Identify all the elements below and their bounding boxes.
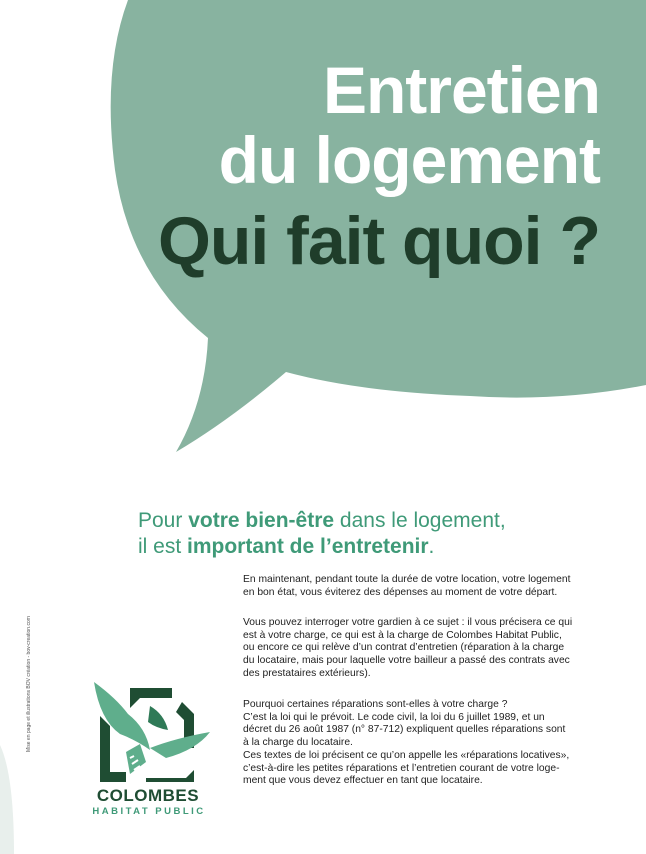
text-line: Pourquoi certaines réparations sont-elles à votre charge ?: [243, 699, 508, 710]
tagline-emphasis: important de l’entretenir: [187, 535, 429, 558]
logo-icon: [86, 678, 216, 788]
text-line: C’est la loi qui le prévoit. Le code civil, la loi du 6 juillet 1989, et un: [243, 711, 545, 723]
text-line: décret du 26 août 1987 (n° 87-712) expliquent quelles réparations sont: [243, 724, 566, 736]
tagline-emphasis: votre bien-être: [188, 509, 335, 532]
text-line: du locataire, mais pour laquelle votre bailleur a passé des contrats avec: [243, 655, 570, 667]
title-question: Qui fait quoi ?: [157, 203, 600, 279]
text-line: en bon état, vous éviterez des dépenses au moment de votre départ.: [243, 586, 558, 598]
text-line: est à votre charge, ce qui est à la charge de Colombes Habitat Public,: [243, 629, 562, 641]
tagline: [138, 508, 608, 560]
tagline-text: dans le logement,: [334, 509, 506, 532]
text-line: c’est-à-dire les petites réparations et l’entretien courant de votre loge-: [243, 762, 560, 774]
text-line: des prestataires extérieurs).: [243, 667, 371, 679]
text-line: ment que vous devez effectuer en tant que locataire.: [243, 775, 483, 787]
paragraph-intro: [243, 574, 610, 599]
tagline-text: Pour: [138, 509, 189, 532]
tagline-text: .: [428, 535, 435, 558]
paragraph-loi: [243, 699, 610, 788]
text-line: Ces textes de loi précisent ce qu’on appelle les «réparations locatives»,: [243, 749, 570, 761]
logo-name: COLOMBES: [96, 786, 200, 805]
credit-text: Mise en page et illustrations BOV création - bov-creation.com: [26, 616, 32, 752]
text-line: En maintenant, pendant toute la durée de votre location, votre logement: [243, 574, 571, 585]
corner-decoration: [0, 745, 20, 854]
text-line: ou encore ce qui relève d’un contrat d’entretien (réparation à la charge: [243, 642, 565, 654]
logo-subtitle: HABITAT PUBLIC: [92, 806, 206, 817]
tagline-text: il est: [138, 535, 188, 558]
text-line: à la charge du locataire.: [243, 737, 353, 749]
title-line-1: Entretien: [322, 53, 600, 127]
text-line: Vous pouvez interroger votre gardien à ce sujet : il vous précisera ce qui: [243, 617, 573, 628]
title-line-2: du logement: [218, 123, 600, 197]
paragraph-gardien: [243, 617, 610, 681]
